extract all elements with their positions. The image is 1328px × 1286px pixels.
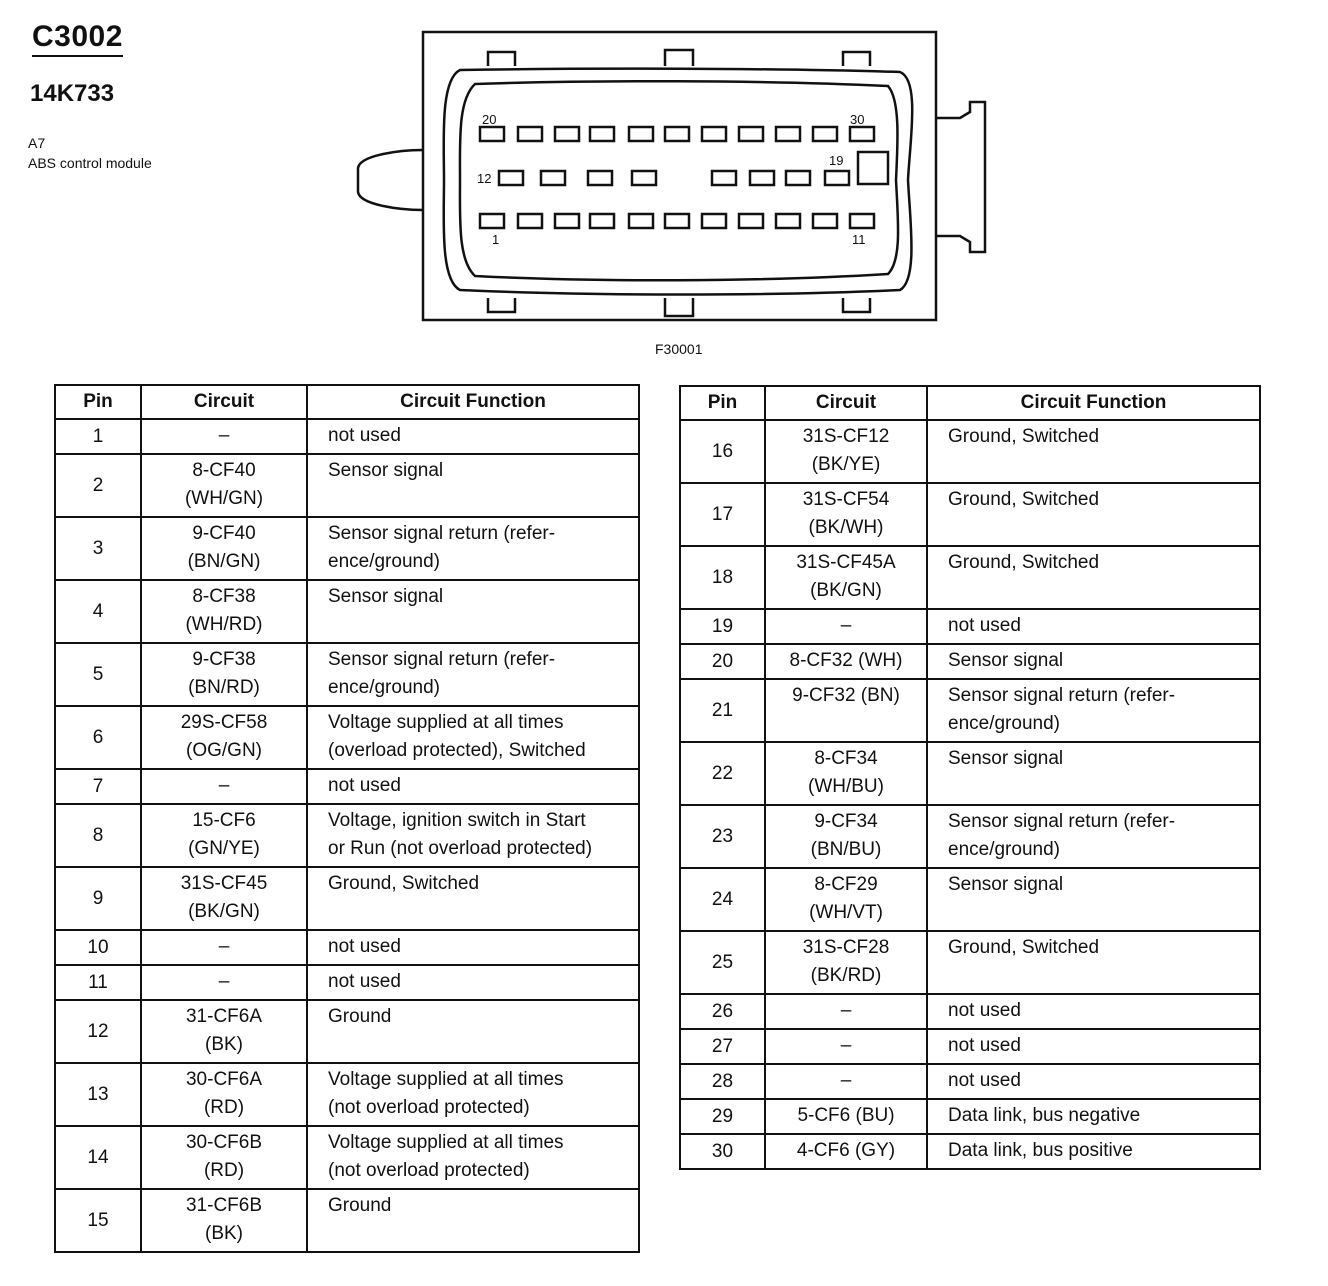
table-row [680, 644, 1260, 679]
table-row [55, 1189, 639, 1252]
table-row [680, 931, 1260, 994]
circuit-cell: – [141, 769, 307, 804]
function-cell: not used [927, 1029, 1260, 1064]
circuit-cell: 30-CF6A (RD) [141, 1063, 307, 1126]
table-header-row [680, 386, 1260, 420]
pin-cell: 11 [55, 965, 141, 1000]
function-cell: Voltage supplied at all times (not overload protected) [307, 1126, 639, 1189]
pin-cell: 28 [680, 1064, 765, 1099]
pin-cell: 8 [55, 804, 141, 867]
function-cell: Ground, Switched [307, 867, 639, 930]
pin-cell: 30 [680, 1134, 765, 1169]
function-cell: not used [927, 609, 1260, 644]
cavity-label-bottom-right: 11 [852, 232, 866, 247]
function-cell: Ground, Switched [927, 546, 1260, 609]
function-cell: Ground [307, 1189, 639, 1252]
top-row-cavity [739, 127, 763, 141]
circuit-cell: 5-CF6 (BU) [765, 1099, 927, 1134]
pin-cell: 10 [55, 930, 141, 965]
circuit-cell: 31S-CF12 (BK/YE) [765, 420, 927, 483]
circuit-cell: – [141, 930, 307, 965]
component-name: ABS control module [28, 155, 152, 171]
pin-cell: 22 [680, 742, 765, 805]
cavity-label-mid-right: 19 [829, 153, 844, 168]
middle-row-cavity [825, 171, 849, 185]
bottom-row-cavity [702, 214, 726, 228]
table-row [680, 679, 1260, 742]
bottom-row-cavity [590, 214, 614, 228]
seal-inner-ring [460, 81, 898, 280]
circuit-cell: 8-CF29 (WH/VT) [765, 868, 927, 931]
pin-table-left [54, 384, 640, 1253]
bottom-row-cavity [739, 214, 763, 228]
top-row-cavity [776, 127, 800, 141]
figure-id: F30001 [655, 341, 703, 357]
circuit-cell: 8-CF38 (WH/RD) [141, 580, 307, 643]
pin-cell: 24 [680, 868, 765, 931]
bottom-key-left [488, 298, 515, 312]
table-row [55, 706, 639, 769]
circuit-cell: 31-CF6A (BK) [141, 1000, 307, 1063]
function-cell: Ground, Switched [927, 420, 1260, 483]
table-row [55, 1063, 639, 1126]
middle-row-cavity [632, 171, 656, 185]
component-ref: A7 [28, 135, 46, 151]
top-row-cavity [702, 127, 726, 141]
header-circuit: Circuit [141, 385, 307, 419]
circuit-cell: 8-CF34 (WH/BU) [765, 742, 927, 805]
top-row-cavity [629, 127, 653, 141]
table-row [55, 930, 639, 965]
middle-row-cavity [588, 171, 612, 185]
table-row [680, 742, 1260, 805]
table-row [680, 546, 1260, 609]
bottom-key-right [843, 298, 870, 312]
function-cell: Sensor signal return (refer- ence/ground) [307, 643, 639, 706]
pin-cell: 16 [680, 420, 765, 483]
circuit-cell: 15-CF6 (GN/YE) [141, 804, 307, 867]
pin-cell: 23 [680, 805, 765, 868]
header-circuit: Circuit [765, 386, 927, 420]
cavity-label-mid-left: 12 [477, 171, 492, 186]
right-latch [936, 102, 985, 252]
table-row [680, 1029, 1260, 1064]
circuit-cell: 4-CF6 (GY) [765, 1134, 927, 1169]
bottom-row-cavity [776, 214, 800, 228]
polarizing-block [858, 152, 888, 184]
function-cell: not used [307, 419, 639, 454]
pin-cell: 27 [680, 1029, 765, 1064]
pin-cell: 19 [680, 609, 765, 644]
header-pin: Pin [680, 386, 765, 420]
table-row [680, 994, 1260, 1029]
middle-row-cavity [750, 171, 774, 185]
function-cell: Sensor signal [927, 868, 1260, 931]
circuit-cell: – [141, 965, 307, 1000]
function-cell: not used [307, 769, 639, 804]
middle-row-cavity [499, 171, 523, 185]
top-key-right [843, 52, 870, 66]
function-cell: Ground, Switched [927, 931, 1260, 994]
seal-outer-ring [444, 69, 913, 295]
table-row [55, 517, 639, 580]
bottom-row-cavity [850, 214, 874, 228]
pin-cell: 2 [55, 454, 141, 517]
function-cell: Data link, bus negative [927, 1099, 1260, 1134]
part-number: 14K733 [30, 80, 115, 107]
top-key-center [665, 50, 693, 66]
function-cell: not used [927, 1064, 1260, 1099]
bottom-row-cavity [813, 214, 837, 228]
pin-cell: 25 [680, 931, 765, 994]
circuit-cell: 31S-CF45 (BK/GN) [141, 867, 307, 930]
connector-id-title: C3002 [32, 20, 123, 57]
pin-cell: 14 [55, 1126, 141, 1189]
function-cell: Sensor signal return (refer- ence/ground) [927, 679, 1260, 742]
top-row-cavity [518, 127, 542, 141]
table-row [680, 805, 1260, 868]
circuit-cell: 8-CF32 (WH) [765, 644, 927, 679]
function-cell: Sensor signal [307, 454, 639, 517]
function-cell: Sensor signal [927, 644, 1260, 679]
function-cell: Sensor signal [307, 580, 639, 643]
table-row [680, 483, 1260, 546]
circuit-cell: – [765, 1029, 927, 1064]
table-row [55, 580, 639, 643]
cavity-label-top-left: 20 [482, 112, 497, 127]
circuit-cell: 31-CF6B (BK) [141, 1189, 307, 1252]
circuit-cell: – [765, 1064, 927, 1099]
function-cell: Sensor signal [927, 742, 1260, 805]
circuit-cell: – [765, 994, 927, 1029]
pin-cavities [480, 127, 874, 228]
bottom-row-cavity [480, 214, 504, 228]
function-cell: Ground, Switched [927, 483, 1260, 546]
middle-row-cavity [712, 171, 736, 185]
top-key-left [488, 52, 515, 66]
pin-cell: 21 [680, 679, 765, 742]
table-row [55, 804, 639, 867]
pin-cell: 1 [55, 419, 141, 454]
pin-cell: 15 [55, 1189, 141, 1252]
table-row [680, 420, 1260, 483]
table-row [680, 1099, 1260, 1134]
table-row [680, 868, 1260, 931]
circuit-cell: 9-CF32 (BN) [765, 679, 927, 742]
circuit-cell: 31S-CF54 (BK/WH) [765, 483, 927, 546]
pin-cell: 6 [55, 706, 141, 769]
top-row-cavity [590, 127, 614, 141]
bottom-row-cavity [555, 214, 579, 228]
table-row [55, 1126, 639, 1189]
function-cell: not used [927, 994, 1260, 1029]
function-cell: Sensor signal return (refer- ence/ground) [307, 517, 639, 580]
pin-cell: 20 [680, 644, 765, 679]
pin-cell: 12 [55, 1000, 141, 1063]
function-cell: Voltage supplied at all times (not overload protected) [307, 1063, 639, 1126]
table-row [55, 419, 639, 454]
table-row [680, 609, 1260, 644]
header-function: Circuit Function [927, 386, 1260, 420]
table-row [55, 769, 639, 804]
bottom-key-center [665, 298, 693, 316]
function-cell: Ground [307, 1000, 639, 1063]
header-function: Circuit Function [307, 385, 639, 419]
pin-cell: 4 [55, 580, 141, 643]
circuit-cell: 31S-CF45A (BK/GN) [765, 546, 927, 609]
function-cell: not used [307, 965, 639, 1000]
pin-cell: 29 [680, 1099, 765, 1134]
function-cell: Data link, bus positive [927, 1134, 1260, 1169]
pin-cell: 26 [680, 994, 765, 1029]
pin-cell: 9 [55, 867, 141, 930]
table-row [55, 867, 639, 930]
table-row [55, 454, 639, 517]
cavity-label-top-right: 30 [850, 112, 865, 127]
circuit-cell: 30-CF6B (RD) [141, 1126, 307, 1189]
pin-cell: 5 [55, 643, 141, 706]
bottom-row-cavity [518, 214, 542, 228]
table-row [680, 1064, 1260, 1099]
bottom-row-cavity [629, 214, 653, 228]
pin-cell: 18 [680, 546, 765, 609]
table-header-row [55, 385, 639, 419]
top-row-cavity [480, 127, 504, 141]
pin-cell: 17 [680, 483, 765, 546]
circuit-cell: 9-CF38 (BN/RD) [141, 643, 307, 706]
connector-face-diagram [340, 20, 1000, 340]
top-row-cavity [850, 127, 874, 141]
circuit-cell: 9-CF40 (BN/GN) [141, 517, 307, 580]
function-cell: Voltage supplied at all times (overload protected), Switched [307, 706, 639, 769]
circuit-cell: – [765, 609, 927, 644]
pin-cell: 3 [55, 517, 141, 580]
header-pin: Pin [55, 385, 141, 419]
cavity-label-bottom-left: 1 [492, 232, 500, 247]
top-row-cavity [665, 127, 689, 141]
bottom-row-cavity [665, 214, 689, 228]
function-cell: Voltage, ignition switch in Start or Run (not overload protected) [307, 804, 639, 867]
pin-table-right [679, 385, 1261, 1170]
pin-cell: 13 [55, 1063, 141, 1126]
table-row [55, 1000, 639, 1063]
table-row [55, 965, 639, 1000]
middle-row-cavity [541, 171, 565, 185]
left-mounting-ear [358, 150, 423, 210]
top-row-cavity [555, 127, 579, 141]
middle-row-cavity [786, 171, 810, 185]
pin-cell: 7 [55, 769, 141, 804]
circuit-cell: 8-CF40 (WH/GN) [141, 454, 307, 517]
function-cell: Sensor signal return (refer- ence/ground) [927, 805, 1260, 868]
component-description [28, 133, 152, 173]
circuit-cell: 9-CF34 (BN/BU) [765, 805, 927, 868]
table-row [55, 643, 639, 706]
circuit-cell: 29S-CF58 (OG/GN) [141, 706, 307, 769]
function-cell: not used [307, 930, 639, 965]
circuit-cell: – [141, 419, 307, 454]
circuit-cell: 31S-CF28 (BK/RD) [765, 931, 927, 994]
table-row [680, 1134, 1260, 1169]
top-row-cavity [813, 127, 837, 141]
